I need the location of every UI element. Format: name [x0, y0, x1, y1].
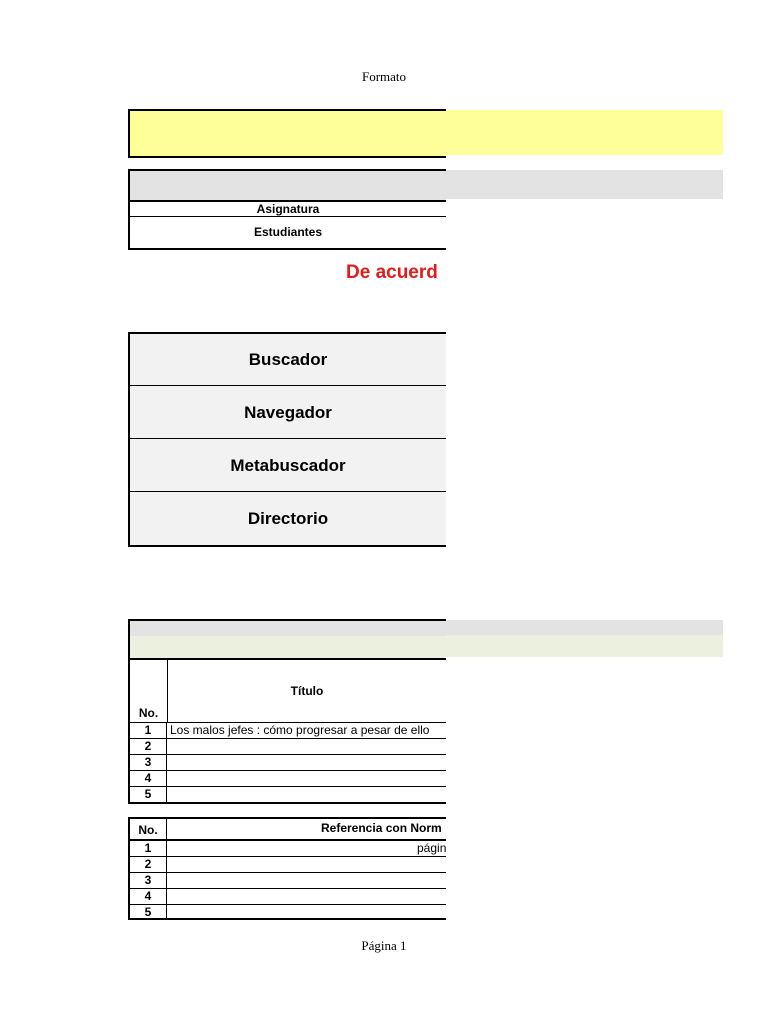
row-number: 4 [130, 771, 167, 786]
table-row [130, 771, 446, 787]
page-footer: Página 1 [361, 938, 407, 953]
books-table [128, 619, 446, 804]
table-row [130, 723, 446, 739]
row-number: 2 [130, 857, 167, 872]
tool-row-directorio: Directorio [247, 509, 329, 528]
table-row [130, 889, 446, 905]
reference-text: págin [417, 841, 447, 855]
references-col-no: No. [130, 819, 167, 839]
row-number: 3 [130, 873, 167, 888]
table-row [130, 787, 446, 803]
yellow-title-band [444, 110, 723, 155]
table-row [130, 905, 446, 921]
row-number: 4 [130, 889, 167, 904]
table-row [130, 755, 446, 771]
tool-row-navegador: Navegador [130, 387, 446, 439]
books-col-no: No. [138, 706, 159, 720]
tool-row-metabuscador: Metabuscador [130, 440, 446, 492]
page-header-title: Formato [361, 69, 407, 84]
row-number: 1 [130, 723, 167, 738]
row-number: 5 [130, 905, 167, 920]
references-table-head [130, 819, 446, 841]
book-title [170, 739, 446, 754]
table-row [130, 739, 446, 755]
book-title [170, 755, 446, 770]
book-title [170, 771, 446, 786]
instruction-heading: De acuerd [346, 262, 438, 283]
info-table [128, 169, 446, 250]
yellow-title-box [128, 109, 446, 158]
books-table-green-header [130, 636, 446, 660]
asignatura-label: Asignatura [130, 202, 446, 217]
estudiantes-label: Estudiantes [253, 225, 322, 239]
references-table [128, 817, 446, 920]
book-title: Los malos jefes : cómo progresar a pesar de ello [170, 723, 430, 737]
books-no-cell [130, 660, 168, 722]
table-row [130, 841, 446, 857]
table-row [130, 857, 446, 873]
books-green-band [444, 635, 723, 657]
gray-info-band [444, 170, 723, 199]
row-number: 1 [130, 841, 167, 856]
books-table-head [130, 660, 446, 723]
info-table-header [130, 171, 446, 202]
books-gray-band [444, 620, 723, 635]
row-number: 2 [130, 739, 167, 754]
book-title [170, 787, 446, 802]
row-number: 3 [130, 755, 167, 770]
row-number: 5 [130, 787, 167, 802]
tool-row-buscador: Buscador [130, 334, 446, 386]
references-col-title: Referencia con Norm [321, 821, 442, 835]
books-table-gray-header [130, 621, 446, 636]
books-col-title: Título [290, 684, 324, 698]
search-tools-table [128, 332, 446, 547]
table-row [130, 873, 446, 889]
